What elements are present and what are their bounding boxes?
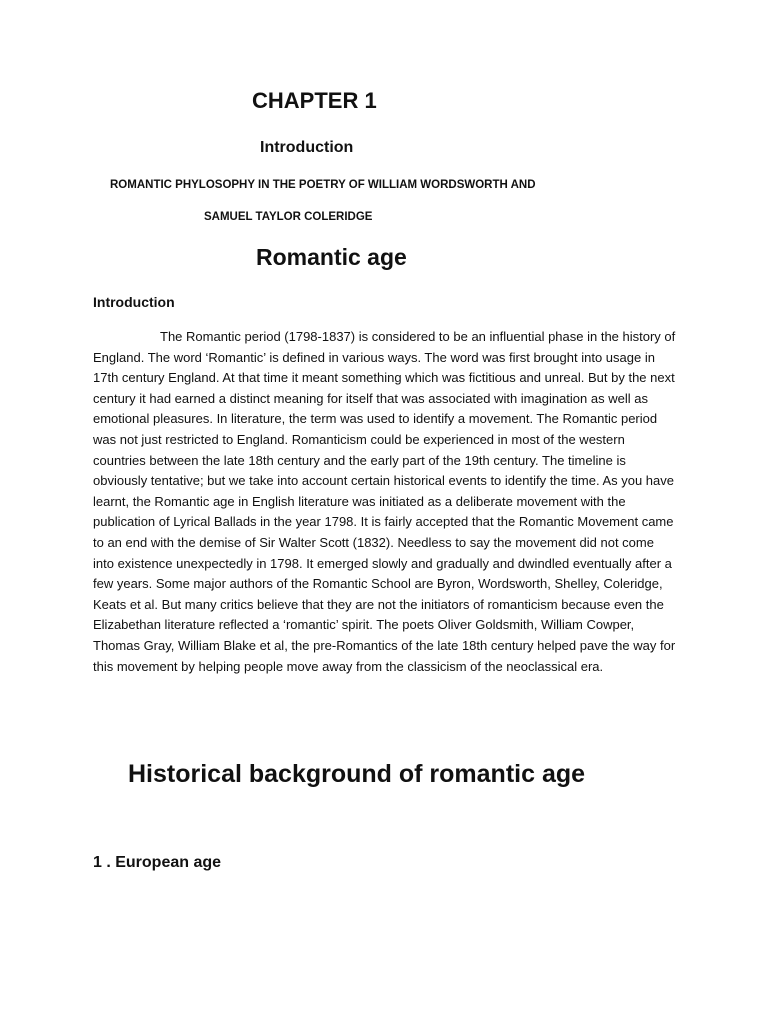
section-heading-romantic-age: Romantic age	[256, 244, 407, 270]
thesis-subtitle-line-2: SAMUEL TAYLOR COLERIDGE	[204, 211, 373, 223]
history-heading: Historical background of romantic age	[128, 760, 586, 788]
intro-heading: Introduction	[260, 139, 354, 156]
thesis-subtitle-line-1: ROMANTIC PHYLOSOPHY IN THE POETRY OF WILLIAM WORDSWORTH AND	[110, 179, 536, 191]
european-age-heading: 1 . European age	[93, 854, 222, 871]
section-intro-label: Introduction	[93, 294, 175, 310]
chapter-heading: CHAPTER 1	[252, 88, 377, 113]
body-paragraph: The Romantic period (1798-1837) is considered to be an influential phase in the history of England. The word ‘Romantic’ is defined in various ways. The word was first brought into usage in 17th century England. At that time it meant something which was fictitious and unreal. But by the next century it had earned a distinct meaning for itself that was associated with imagination as well as emotional pleasures. In literature, the term was used to identify a movement. The Romantic period was not just restricted to England. Romanticism could be experienced in most of the western countries between the late 18th century and the early part of the 19th century. The timeline is obviously tentative; but we take into account certain historical events to identify the time. As you have learnt, the Romantic age in English literature was initiated as a deliberate movement with the publication of Lyrical Ballads in the year 1798. It is fairly accepted that the Romantic Movement came to an end with the demise of Sir Walter Scott (1832). Needless to say the movement did not come into existence unexpectedly in 1798. It emerged slowly and gradually and dwindled eventually after a few years. Some major authors of the Romantic School are Byron, Wordsworth, Shelley, Coleridge, Keats et al. But many critics believe that they are not the initiators of romanticism because even the Elizabethan literature reflected a ‘romantic’ spirit. The poets Oliver Goldsmith, William Cowper, Thomas Gray, William Blake et al, the pre-Romantics of the late 18th century helped pave the way for this movement by helping people move away from the classicism of the neoclassical era.	[93, 329, 676, 674]
